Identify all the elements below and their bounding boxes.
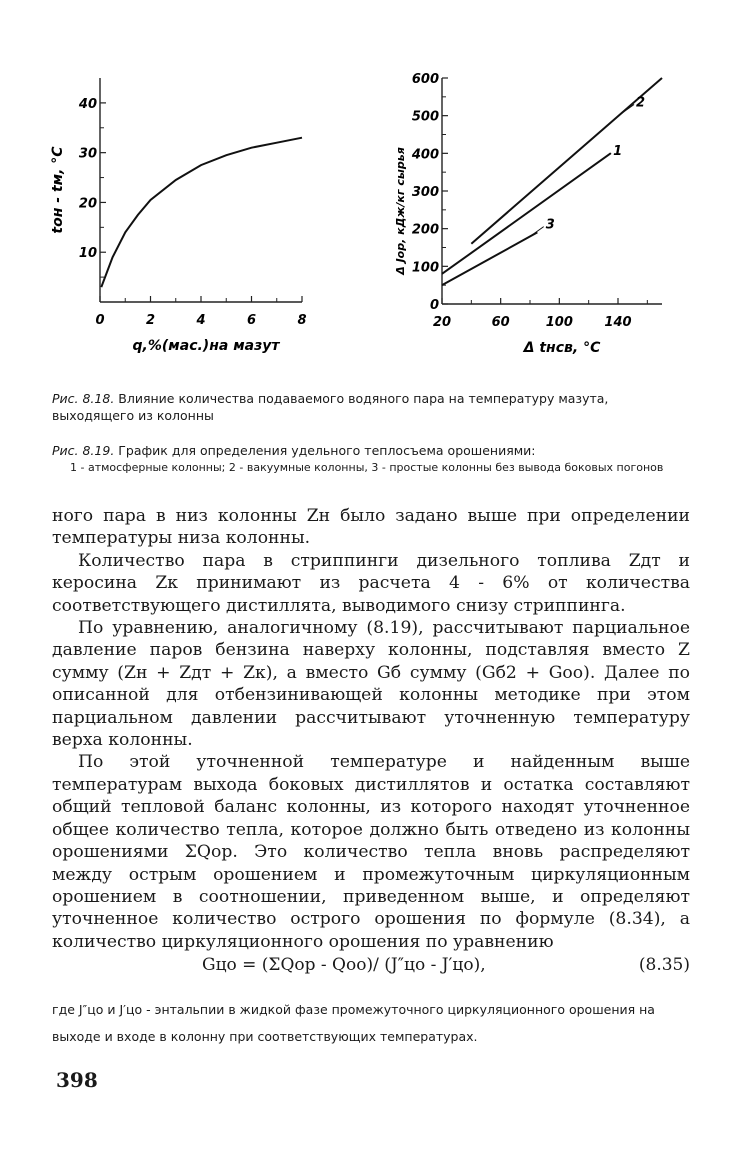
series-leader [597,153,611,163]
page-number: 398 [56,1068,98,1092]
caption-legend: 1 - атмосферные колонны; 2 - вакуумные колонны, 3 - простые колонны без вывода боковых погонов [70,461,664,474]
y-axis-label: Δ Jор, кДж/кг сырья [394,147,407,275]
chart-8-19-svg [380,60,680,370]
equation-number: (8.35) [638,955,690,975]
series-leader [530,227,544,237]
paragraph: Количество пара в стриппинги дизельного топлива Zдт и керосина Zк принимают из расчета 4 - 6% от количества соответствующего дистиллята, выводимого снизу стриппинга. [52,550,690,616]
paragraph: ного пара в низ колонны Zн было задано выше при определении температуры низа колонны. [52,506,690,549]
series-line [101,138,302,287]
caption-text: График для определения удельного теплосъема орошениями: [118,443,536,458]
x-tick-label: 6 [246,313,257,328]
figure-8-18-caption [52,390,692,424]
y-tick-label: 0 [429,298,439,313]
x-tick-label: 4 [196,313,206,328]
figure-8-18-chart [40,60,340,370]
equation-8-35 [52,955,690,981]
x-axis-label: Δ tнсв, °C [523,340,601,356]
equation-explanation: где J″цо и J′цо - энтальпии в жидкой фазе промежуточного циркуляционного орошения на выходе и входе в колонну при соответствующих температурах. [52,1002,655,1044]
y-tick-label: 300 [411,185,439,200]
caption-label: Рис. 8.19. [52,443,115,458]
y-tick-label: 500 [411,109,439,125]
y-tick-label: 40 [78,96,97,112]
y-tick-label: 100 [411,260,439,276]
x-tick-label: 20 [432,315,452,330]
x-tick-label: 140 [604,315,632,330]
series-line [442,153,611,274]
x-tick-label: 60 [491,315,510,330]
paragraph: По уравнению, аналогичному (8.19), рассчитывают парциальное давление паров бензина наверху колонны, подставляя вместо Z сумму (Zн + Zдт + Zк), а вместо Gб сумму (Gб2 + Gоо). Далее по описанной для отбензинивающей колонны методике при этом парциальном давлении рассчитывают уточненную температуру верха колонны. [52,618,690,751]
series-label: 2 [636,95,646,111]
x-tick-label: 0 [95,313,105,328]
x-tick-label: 100 [545,315,573,330]
series-line [471,78,662,244]
x-axis-label: q,%(мас.)на мазут [132,338,280,354]
y-tick-label: 600 [411,72,439,87]
paragraph: По этой уточненной температуре и найденным выше температурам выхода боковых дистиллятов и остатка составляют общий тепловой баланс колонны, из которого находят уточненное общее количество тепла, которое должно быть отведено из колонны орошениями ΣQор. Это количество тепла вновь распределяют между острым орошением и промежуточным циркуляционным орошением в соотношении, приведенном выше, и определяют уточненное количество острого орошения по формуле (8.34), а количество циркуляционного орошения по уравнению [52,752,690,952]
y-tick-label: 30 [78,146,97,162]
y-tick-label: 200 [411,222,439,238]
chart-8-18-svg [40,60,340,370]
y-tick-label: 400 [411,147,439,163]
figure-8-19-caption [52,442,692,475]
x-tick-label: 8 [297,313,307,328]
body-text [52,505,690,953]
series-leader [620,104,634,114]
y-tick-label: 20 [78,196,97,212]
series-label: 1 [613,143,623,159]
x-tick-label: 2 [145,313,156,328]
y-axis-label: tон - tм, °C [50,146,66,234]
caption-text: Влияние количества подаваемого водяного пара на температуру мазута, выходящего из колонны [52,391,609,423]
caption-label: Рис. 8.18. [52,391,115,406]
equation-expression: Gцо = (ΣQор - Qоо)/ (J″цо - J′цо), [202,955,486,975]
series-label: 3 [545,217,555,233]
figure-8-19-chart [380,60,680,370]
y-tick-label: 10 [78,246,97,262]
